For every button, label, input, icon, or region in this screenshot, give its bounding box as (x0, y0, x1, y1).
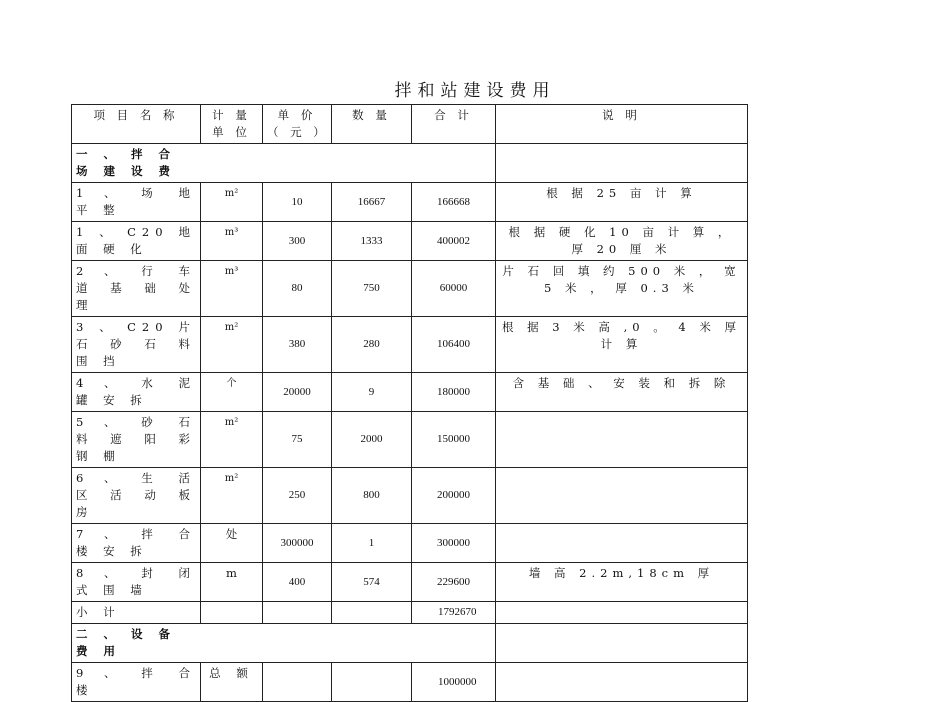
section-row (72, 624, 748, 663)
header-qty: 数 量 (332, 105, 412, 144)
header-item: 项 目 名 称 (72, 105, 201, 144)
table-row: 5 、 砂 石 料 遮 阳 彩 钢 棚 m² 75 2000 150000 (72, 412, 748, 468)
header-price: 单 价 （ 元 ） (263, 105, 332, 144)
table-row: 9 、 拌 合 楼 总 额 1000000 (72, 663, 748, 702)
table-row: 7 、 拌 合 楼 安 拆 处 300000 1 300000 (72, 524, 748, 563)
table-row: 3 、 C20 片 石 砂 石 料 围 挡 m² 380 280 106400 根 据 3 米 高 ,0 。 4 米 厚 计 算 (72, 317, 748, 373)
table-row: 2 、 行 车 道 基 础 处 理 m³ 80 750 60000 片 石 回 填 约 500 米 ， 宽 5 米 ， 厚 0.3 米 (72, 261, 748, 317)
section-label: 一 、 拌 合 场 建 设 费 (72, 144, 496, 183)
header-row (72, 105, 748, 144)
header-unit: 计 量 单 位 (201, 105, 263, 144)
subtotal-row (72, 602, 748, 624)
table-row: 1 、 场 地 平 整 m² 10 16667 166668 根 据 25 亩 计 算 (72, 183, 748, 222)
table-row: 6 、 生 活 区 活 动 板 房 m² 250 800 200000 (72, 468, 748, 524)
cost-table (71, 104, 748, 702)
table-row: 4 、 水 泥 罐 安 拆 个 20000 9 180000 含 基 础 、 安 装 和 拆 除 (72, 373, 748, 412)
table-row: 1 、 C20 地 面 硬 化 m³ 300 1333 400002 根 据 硬 化 10 亩 计 算 ， 厚 20 厘 米 (72, 222, 748, 261)
section-row (72, 144, 748, 183)
section-label: 二 、 设 备 费 用 (72, 624, 496, 663)
subtotal-label: 小 计 (72, 602, 201, 624)
document-title: 拌和站建设费用 (394, 81, 556, 101)
section-note (496, 624, 748, 663)
header-note: 说 明 (496, 105, 748, 144)
table-row: 8 、 封 闭 式 围 墙 m 400 574 229600 墙 高 2.2m,18cm 厚 (72, 563, 748, 602)
header-total: 合 计 (412, 105, 496, 144)
section-note (496, 144, 748, 183)
subtotal-total: 1792670 (412, 602, 496, 624)
